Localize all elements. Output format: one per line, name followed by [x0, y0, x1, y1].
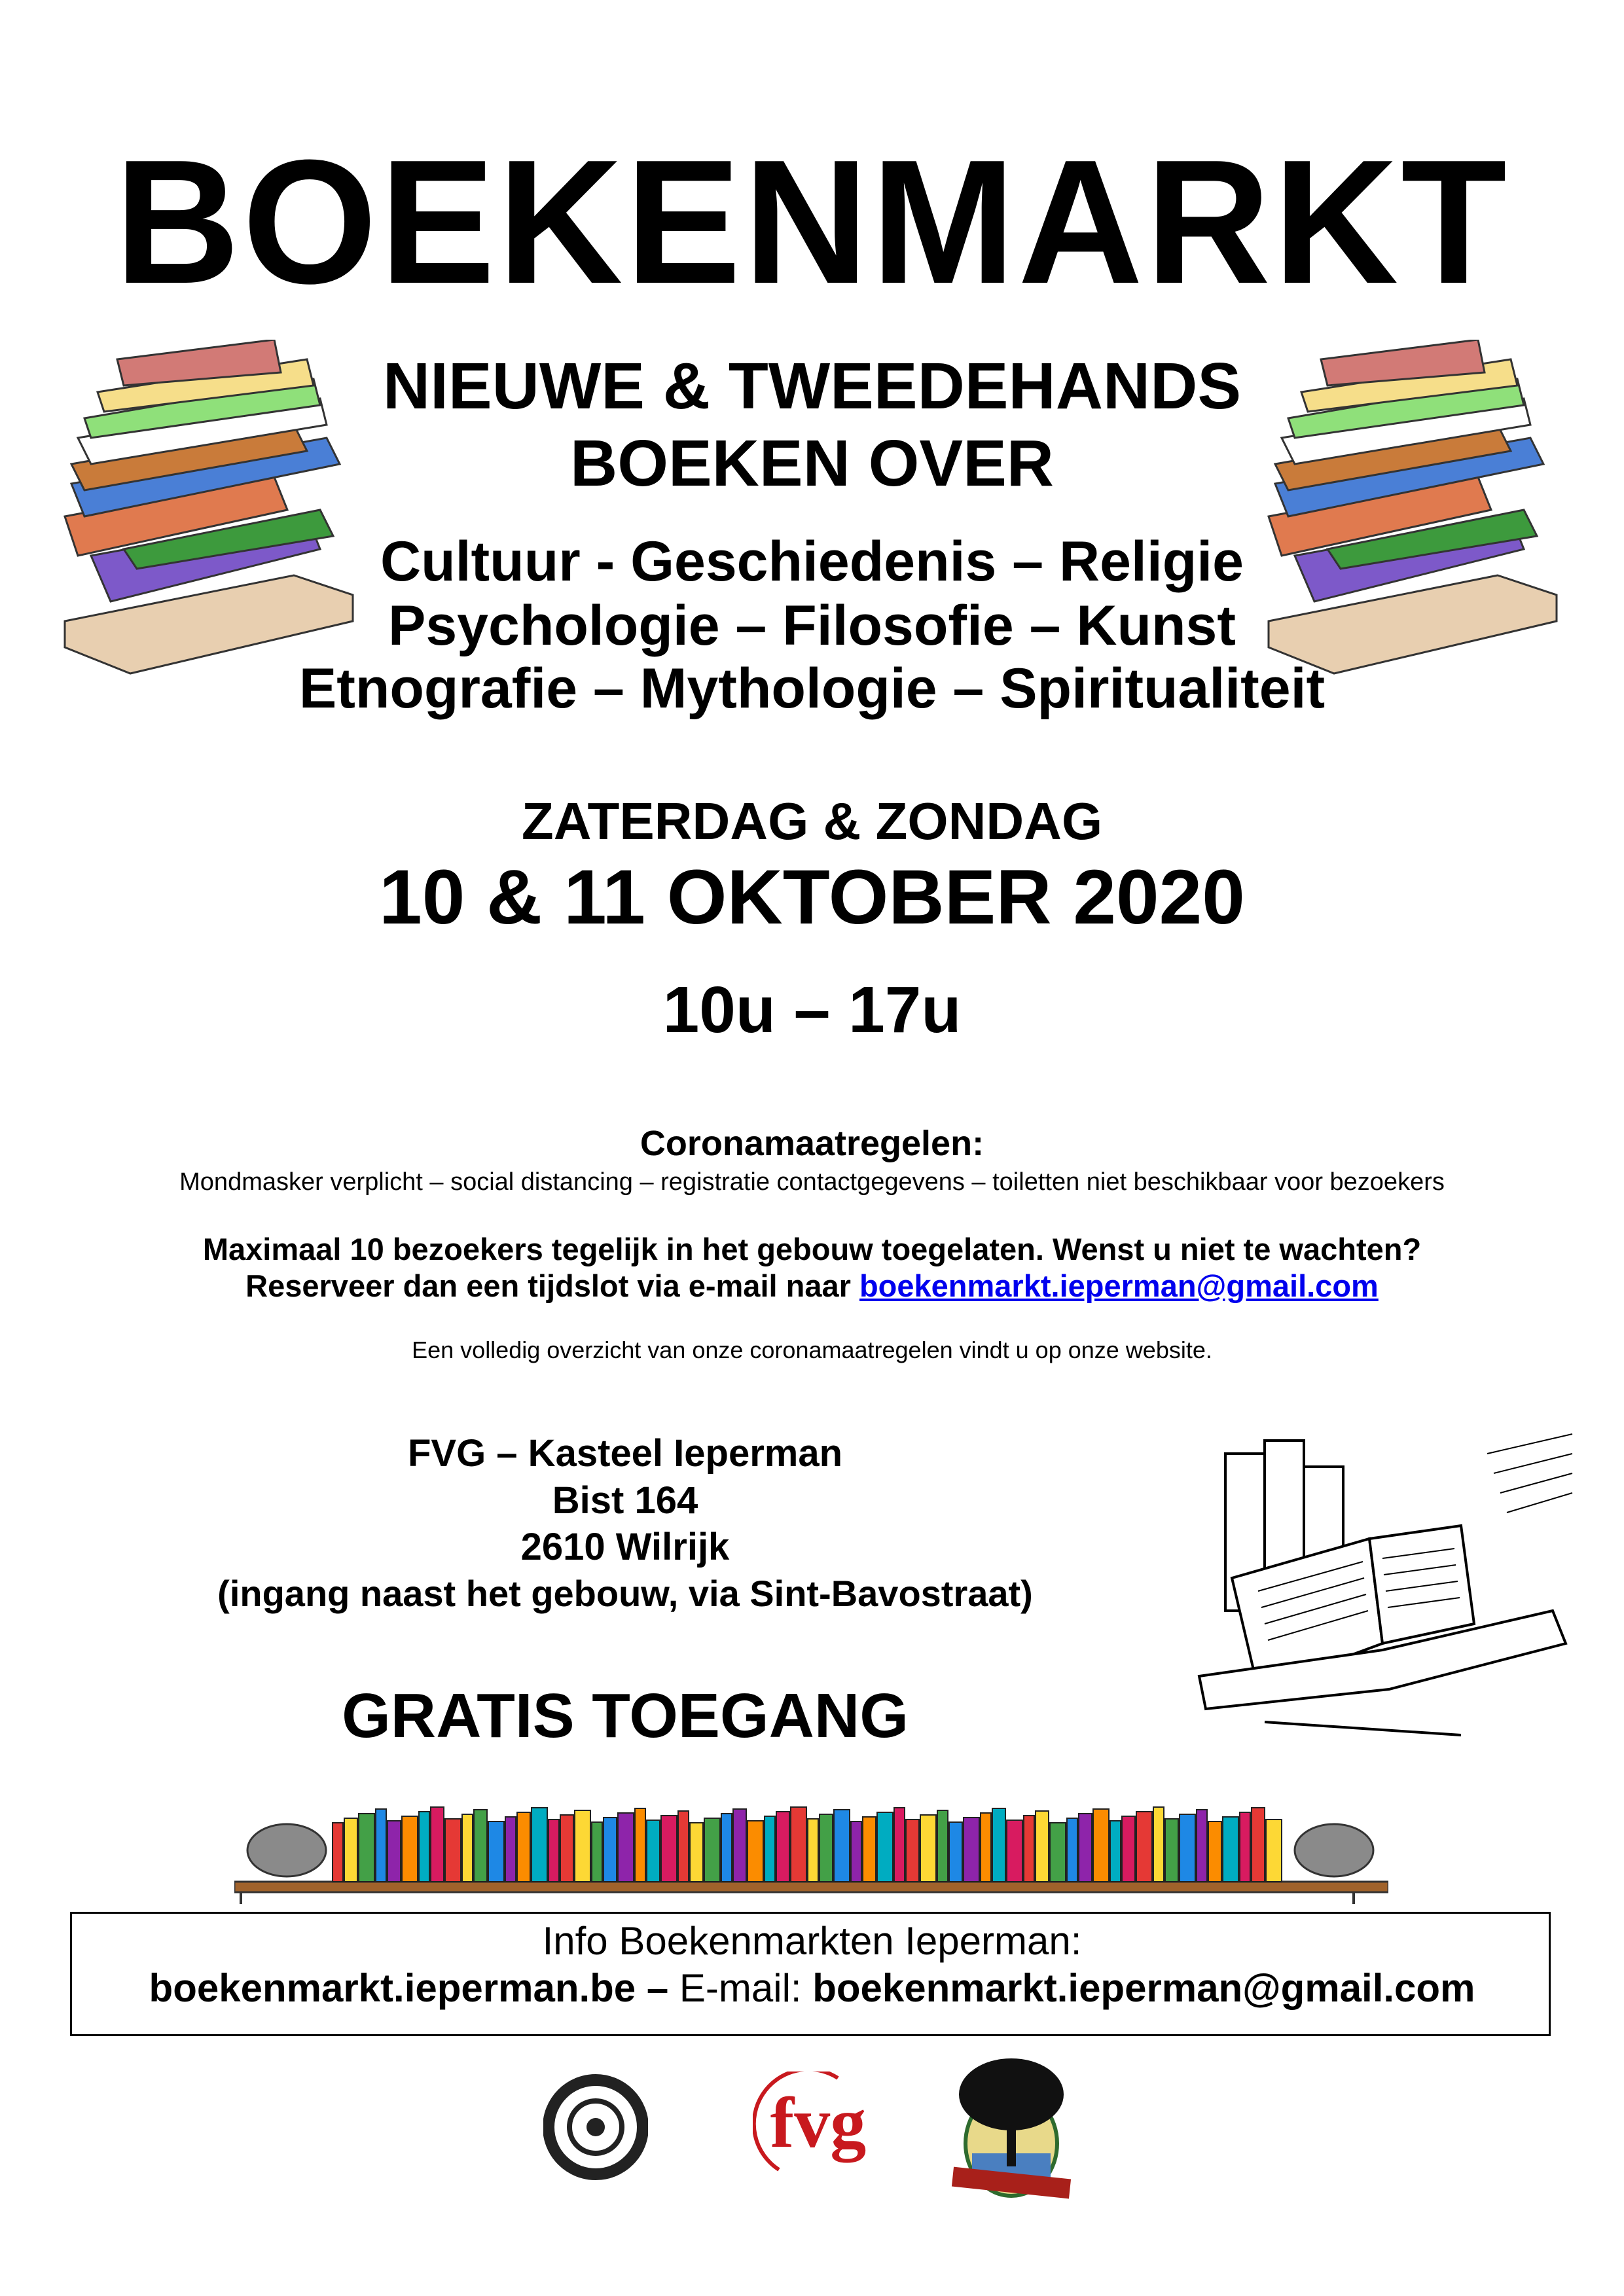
shelf-book	[877, 1812, 893, 1882]
shelf-book	[992, 1808, 1005, 1882]
shelf-book	[1093, 1809, 1109, 1882]
shelf-book	[560, 1815, 573, 1882]
shelf-book	[474, 1810, 487, 1882]
shelf-book	[488, 1821, 504, 1882]
reserve-text	[0, 1270, 1624, 1301]
info-email[interactable]: boekenmarkt.ieperman@gmail.com	[812, 1966, 1475, 2010]
reserve-email-link[interactable]: boekenmarkt.ieperman@gmail.com	[859, 1268, 1379, 1303]
shelf-book	[1180, 1814, 1195, 1882]
poster-title: BOEKENMARKT	[115, 124, 1509, 321]
info-separator: –	[636, 1966, 679, 2010]
shelf-book	[575, 1810, 590, 1882]
elephant-bookend-left-icon	[247, 1824, 326, 1876]
info-heading: Info Boekenmarkten Ieperman:	[542, 1919, 1082, 1963]
shelf-book	[820, 1814, 833, 1882]
shelf-book	[419, 1812, 429, 1882]
shelf-book	[906, 1820, 919, 1882]
shelf-book	[376, 1809, 386, 1882]
address-street: Bist 164	[552, 1479, 698, 1522]
shelf-book	[1208, 1821, 1221, 1882]
shelf-book	[808, 1819, 818, 1882]
shelf-book	[791, 1807, 806, 1882]
shelf-book	[851, 1821, 861, 1882]
corona-heading: Coronamaatregelen:	[640, 1124, 984, 1163]
shelf-book	[635, 1808, 645, 1882]
shelf-book	[1079, 1814, 1092, 1882]
info-contact	[0, 1966, 1624, 2010]
subtitle-line-2: BOEKEN OVER	[569, 427, 1054, 500]
shelf-book	[704, 1818, 720, 1882]
free-entry: GRATIS TOEGANG	[342, 1681, 909, 1751]
shelf-book	[1165, 1819, 1178, 1882]
event-date: 10 & 11 OKTOBER 2020	[379, 854, 1245, 941]
shelf-book	[1067, 1818, 1077, 1882]
shelf-book	[765, 1816, 775, 1882]
topics-line-3: Etnografie – Mythologie – Spiritualiteit	[298, 657, 1326, 720]
open-book-engraving	[1186, 1427, 1579, 1742]
info-website[interactable]: boekenmarkt.ieperman.be	[149, 1966, 636, 2010]
shelf-book	[678, 1811, 689, 1882]
shelf-book	[333, 1823, 343, 1882]
shelf-book	[1036, 1811, 1049, 1882]
corona-overview: Een volledig overzicht van onze coronamaatregelen vindt u op onze website.	[412, 1336, 1212, 1363]
shelf-book	[618, 1813, 634, 1882]
shelf-book	[462, 1814, 473, 1882]
shelf-book	[920, 1815, 936, 1882]
shelf-book	[690, 1823, 703, 1882]
shelf-book	[1136, 1812, 1152, 1882]
shelf-book	[532, 1808, 547, 1882]
shelf-book	[549, 1820, 559, 1882]
shelf-book	[894, 1808, 905, 1882]
shelf-book	[505, 1817, 516, 1882]
shelf-book	[1266, 1820, 1282, 1882]
druids-logo	[946, 2055, 1077, 2202]
fvg-logo-text: fvg	[770, 2083, 867, 2162]
topics-line-1: Cultuur - Geschiedenis – Religie	[380, 530, 1244, 593]
shelf-book	[1024, 1816, 1034, 1882]
shelf-book	[604, 1818, 617, 1882]
shelf-book	[431, 1807, 444, 1882]
shelf-book	[1240, 1812, 1250, 1882]
info-email-label: E-mail:	[679, 1966, 813, 2010]
shelf-book	[592, 1822, 602, 1882]
shelf-book	[748, 1821, 763, 1882]
reserve-prefix: Reserveer dan een tijdslot via e-mail naar	[245, 1268, 859, 1303]
address-venue: FVG – Kasteel Ieperman	[407, 1432, 843, 1475]
shelf-book	[1252, 1808, 1265, 1882]
shelf-book	[776, 1812, 789, 1882]
shelf-book	[733, 1809, 746, 1882]
shelf-book	[1122, 1816, 1135, 1882]
shelf-book	[445, 1819, 461, 1882]
topics-line-2: Psychologie – Filosofie – Kunst	[388, 594, 1236, 657]
shelf-book	[1110, 1821, 1121, 1882]
shelf-book	[647, 1820, 660, 1882]
shelf-book	[359, 1814, 374, 1882]
subtitle-line-1: NIEUWE & TWEEDEHANDS	[382, 350, 1242, 423]
event-hours: 10u – 17u	[662, 973, 962, 1047]
shelf-book	[517, 1812, 530, 1882]
bookshelf-illustration	[234, 1798, 1388, 1904]
shelf-book	[1223, 1817, 1238, 1882]
shelf-book	[937, 1810, 948, 1882]
shelf-book	[863, 1817, 876, 1882]
address-city: 2610 Wilrijk	[520, 1526, 730, 1568]
address-entrance: (ingang naast het gebouw, via Sint-Bavostraat)	[217, 1573, 1033, 1614]
shelf-book	[1197, 1810, 1207, 1882]
shelf-book	[661, 1816, 677, 1882]
shelf-book	[964, 1818, 979, 1882]
shelf-book	[834, 1810, 850, 1882]
fvg-logo	[753, 2072, 884, 2183]
shelf-book	[1007, 1820, 1022, 1882]
shelf-book	[981, 1813, 991, 1882]
shelf-book	[949, 1822, 962, 1882]
shelf-book	[721, 1814, 732, 1882]
corona-measures: Mondmasker verplicht – social distancing – registratie contactgegevens – toiletten niet beschikbaar voor bezoekers	[179, 1168, 1445, 1196]
event-days: ZATERDAG & ZONDAG	[521, 792, 1103, 850]
shelf-book	[1050, 1823, 1066, 1882]
elephant-bookend-right-icon	[1295, 1824, 1373, 1876]
shelf-book	[344, 1818, 357, 1882]
shelf-book	[388, 1821, 401, 1882]
shelf-book	[402, 1816, 418, 1882]
shelf-book	[1153, 1807, 1164, 1882]
max-visitors-text: Maximaal 10 bezoekers tegelijk in het gebouw toegelaten. Wenst u niet te wachten?	[202, 1232, 1422, 1266]
rke-logo	[543, 2062, 648, 2193]
